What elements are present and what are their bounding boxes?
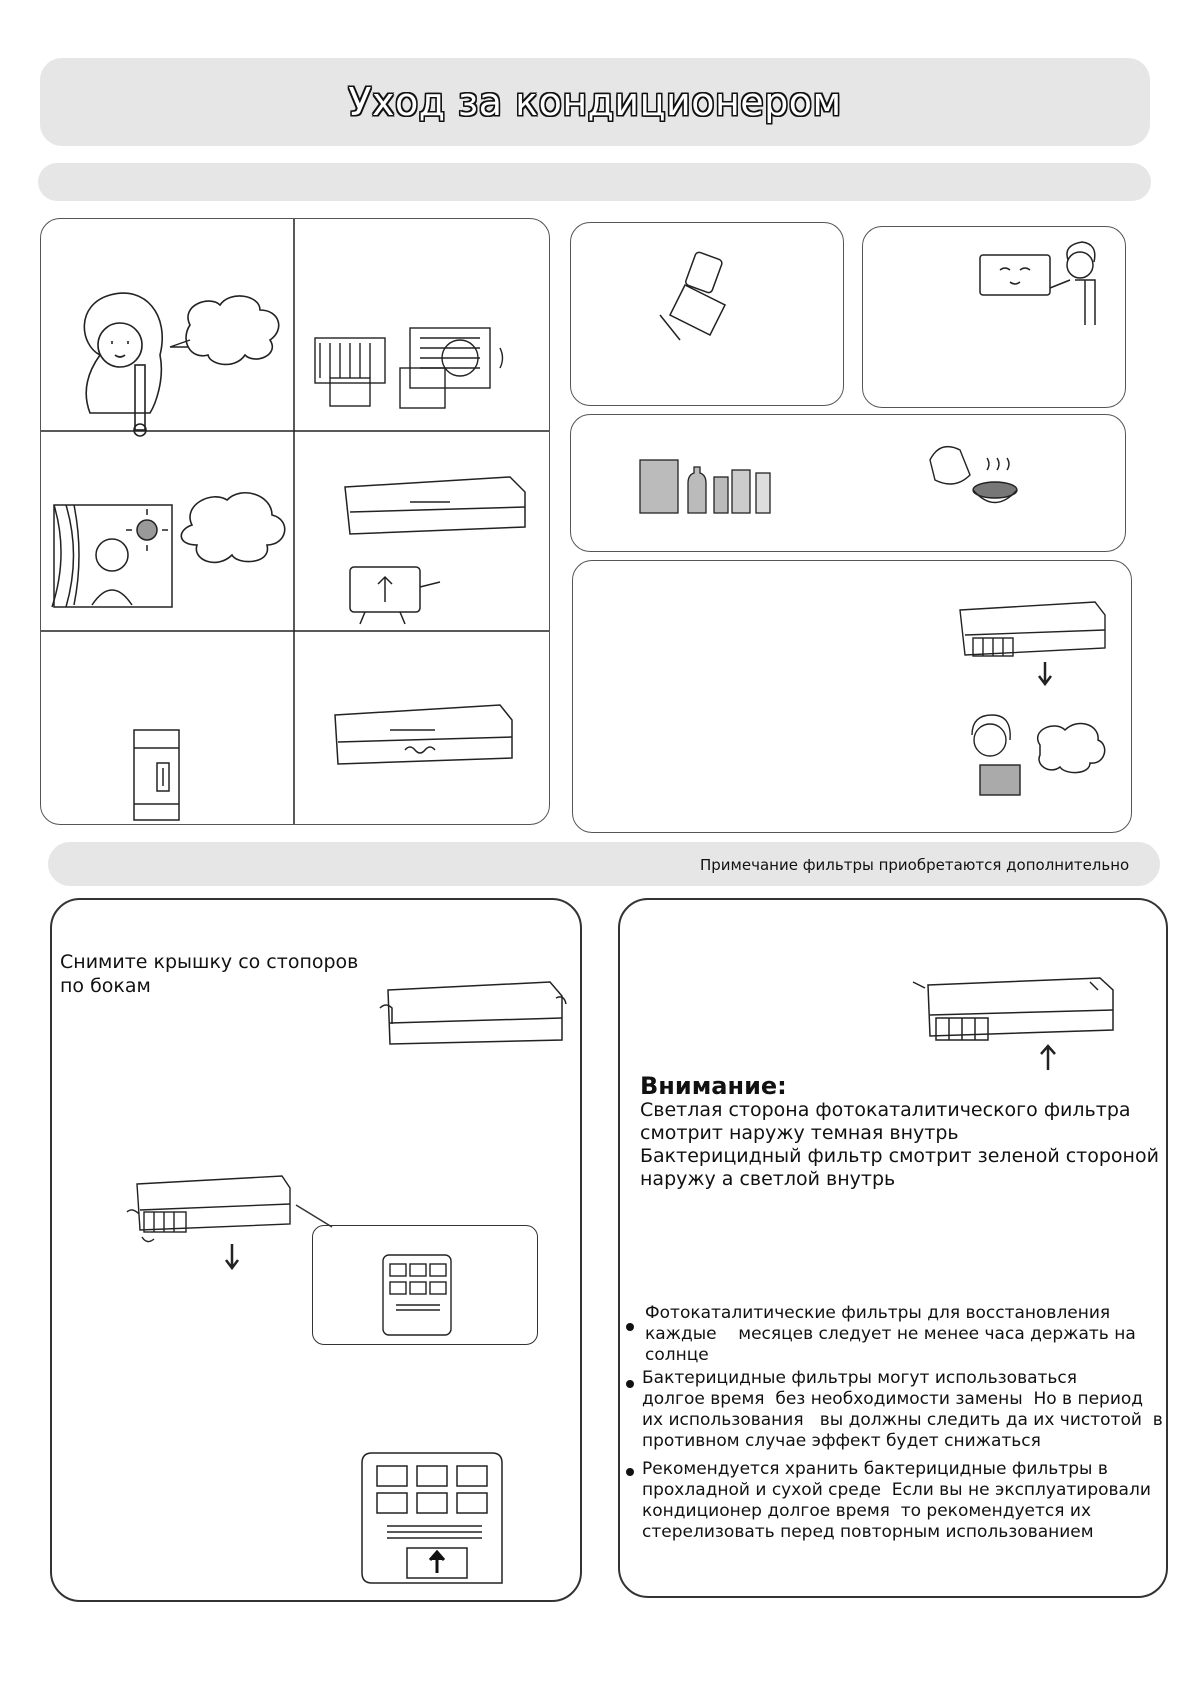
warning-line: наружу а светлой внутрь bbox=[640, 1168, 896, 1190]
warning-line: смотрит наружу темная внутрь bbox=[640, 1122, 959, 1144]
unit-cover-lift-illustration bbox=[380, 978, 570, 1058]
ac-unit-remote-illustration bbox=[340, 472, 540, 622]
bullet-item: Бактерицидные фильтры могут использоваться долгое время без необходимости замены Но в период их использования вы должны следить да их чистотой в противном случае эффект будет снижаться bbox=[642, 1368, 1163, 1451]
speech-cloud bbox=[181, 493, 284, 563]
hot-water-illustration bbox=[925, 440, 1035, 510]
speech-cloud bbox=[186, 296, 279, 365]
ac-unit-illustration bbox=[330, 700, 520, 780]
unit-filter-replace-illustration bbox=[908, 970, 1118, 1090]
window-sun-illustration bbox=[52, 485, 297, 615]
remove-cover-instruction: Снимите крышку со стопоров по бокам bbox=[60, 951, 359, 997]
filter-frame-detail-illustration bbox=[378, 1250, 458, 1340]
unit-filter-tray-illustration bbox=[122, 1172, 292, 1282]
speech-cloud bbox=[1038, 723, 1105, 772]
bullet-item: Фотокаталитические фильтры для восстановления каждые месяцев следует не менее часа держать на солнце bbox=[645, 1303, 1136, 1365]
bullet-item: Рекомендуется хранить бактерицидные фильтры в прохладной и сухой среде Если вы не эксплуатировали кондиционер долгое время то рекомендуется их стерелизовать перед повторным использованием bbox=[642, 1459, 1151, 1542]
page-title: Уход за кондиционером bbox=[348, 80, 842, 124]
warning-title: Внимание: bbox=[640, 1072, 787, 1100]
warning-line: Светлая сторона фотокаталитического фильтра bbox=[640, 1099, 1131, 1121]
warning-line: Бактерицидный фильтр смотрит зеленой стороной bbox=[640, 1145, 1159, 1167]
cloth-wringing-illustration bbox=[655, 245, 755, 345]
callout-pointer bbox=[296, 1205, 336, 1245]
section-banner bbox=[38, 163, 1151, 201]
bullet-dot bbox=[626, 1323, 634, 1331]
note-text: Примечание фильтры приобретаются дополнительно bbox=[700, 856, 1130, 874]
circuit-breaker-illustration bbox=[132, 728, 192, 828]
bullet-dot bbox=[626, 1380, 634, 1388]
girl-holding-filter-illustration bbox=[960, 715, 1110, 805]
obstacles-illustration bbox=[310, 318, 540, 418]
girl-wiping-unit-illustration bbox=[980, 240, 1120, 330]
filter-insert-illustration bbox=[362, 1448, 512, 1593]
detergent-bottles-illustration bbox=[638, 455, 778, 515]
girl-thermometer-illustration bbox=[60, 285, 290, 435]
bullet-dot bbox=[626, 1468, 634, 1476]
unit-open-filter-illustration bbox=[955, 600, 1105, 685]
